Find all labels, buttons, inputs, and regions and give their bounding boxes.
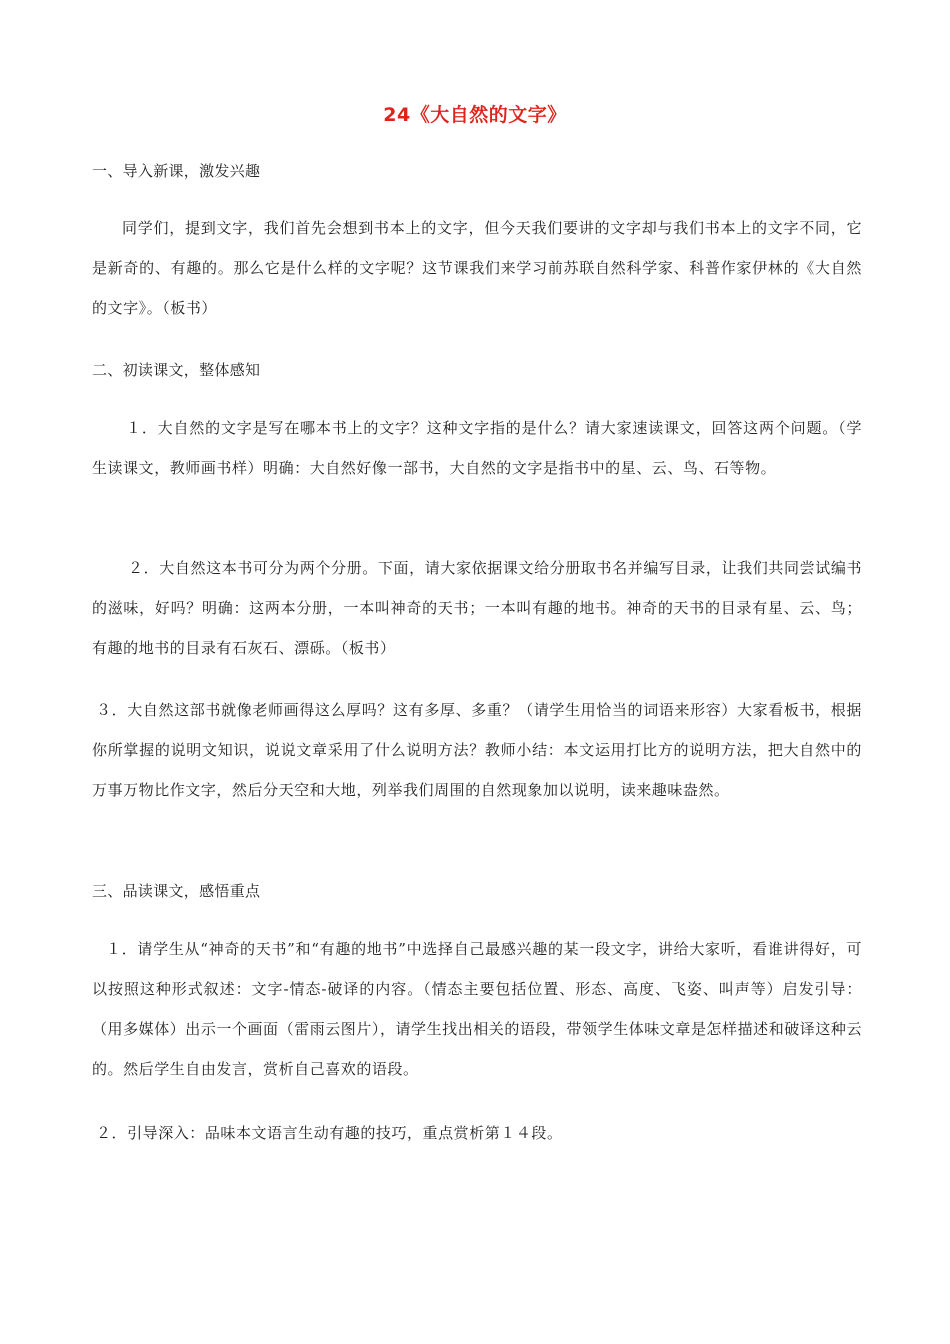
paragraph-intro: 同学们，提到文字，我们首先会想到书本上的文字，但今天我们要讲的文字却与我们书本上的文字不同，它是新奇的、有趣的。那么它是什么样的文字呢？这节课我们来学习前苏联自然科学家、科普作家伊林的《大自然的文字》。（板书） bbox=[92, 219, 862, 317]
document-title: 24《大自然的文字》 bbox=[383, 104, 567, 126]
section-heading-1: 一、导入新课，激发兴趣 bbox=[92, 162, 261, 180]
section-heading-2: 二、初读课文，整体感知 bbox=[92, 361, 261, 379]
section-heading-3: 三、品读课文，感悟重点 bbox=[92, 882, 261, 900]
paragraph-reading-2: ２．引导深入：品味本文语言生动有趣的技巧，重点赏析第１４段。 bbox=[96, 1124, 563, 1142]
paragraph-item-1: １．大自然的文字是写在哪本书上的文字？这种文字指的是什么？请大家速读课文，回答这两个问题。（学生读课文，教师画书样）明确：大自然好像一部书，大自然的文字是指书中的星、云、鸟、石等物。 bbox=[92, 419, 862, 477]
paragraph-item-3: ３．大自然这部书就像老师画得这么厚吗？这有多厚、多重？（请学生用恰当的词语来形容）大家看板书，根据你所掌握的说明文知识，说说文章采用了什么说明方法？教师小结：本文运用打比方的说明方法，把大自然中的万事万物比作文字，然后分天空和大地，列举我们周围的自然现象加以说明，读来趣味盎然。 bbox=[92, 701, 862, 799]
paragraph-item-2: ２．大自然这本书可分为两个分册。下面，请大家依据课文给分册取书名并编写目录，让我们共同尝试编书的滋味，好吗？明确：这两本分册，一本叫神奇的天书；一本叫有趣的地书。神奇的天书的目录有星、云、鸟；有趣的地书的目录有石灰石、漂砾。（板书） bbox=[92, 559, 862, 657]
paragraph-reading-1: １．请学生从“神奇的天书”和“有趣的地书”中选择自己最感兴趣的某一段文字，讲给大家听，看谁讲得好，可以按照这种形式叙述：文字-情态-破译的内容。（情态主要包括位置、形态、高度、飞姿、叫声等）启发引导：（用多媒体）出示一个画面（雷雨云图片），请学生找出相关的语段，带领学生体味文章是怎样描述和破译这种云的。然后学生自由发言，赏析自己喜欢的语段。 bbox=[92, 940, 863, 1078]
